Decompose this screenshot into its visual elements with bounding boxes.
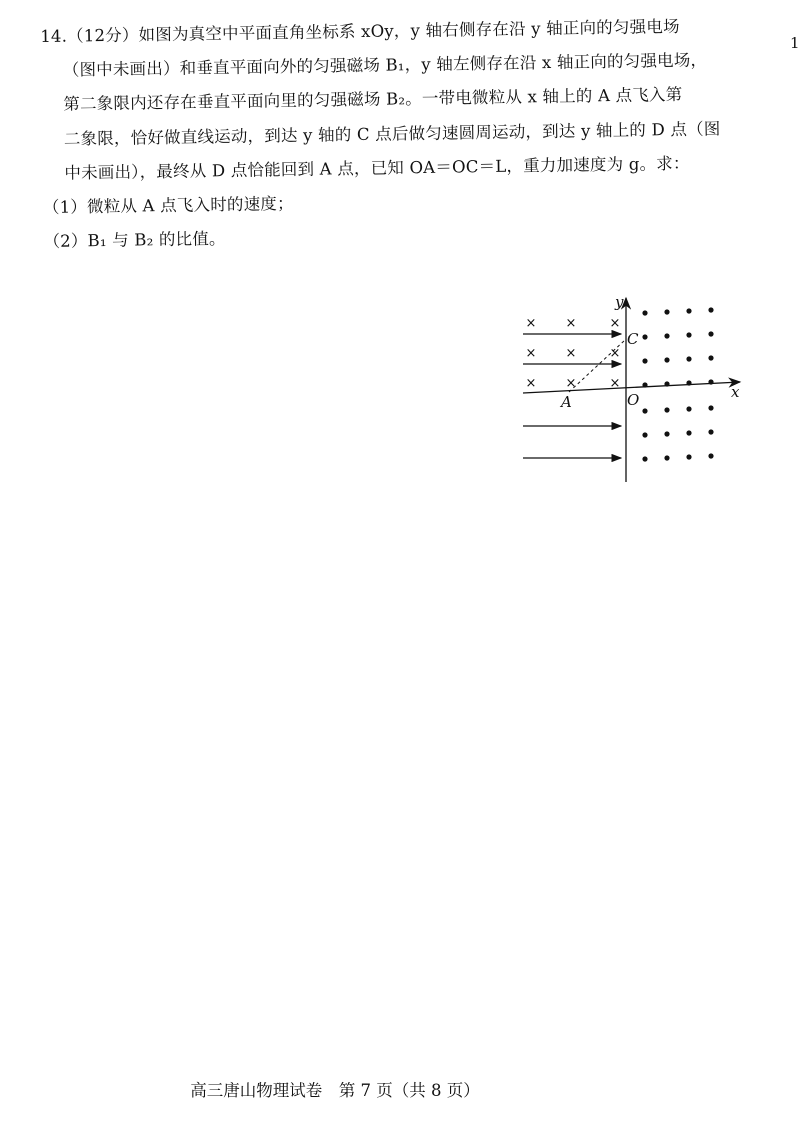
question-line-2: （图中未画出）和垂直平面向外的匀强磁场 B₁，y 轴左侧存在沿 x 轴正向的匀强电场，: [62, 50, 708, 80]
out-of-page-dot: [664, 309, 669, 314]
out-of-page-dot: [708, 331, 713, 336]
out-of-page-dot: [708, 453, 713, 458]
point-c-label: C: [627, 330, 639, 348]
out-of-page-dot: [664, 455, 669, 460]
out-of-page-dot: [708, 307, 713, 312]
question-line-4: 二象限，恰好做直线运动，到达 y 轴的 C 点后做匀速圆周运动，到达 y 轴上的 D 点（图: [63, 118, 721, 149]
out-of-page-dot: [708, 429, 713, 434]
into-page-mark: ×: [565, 346, 577, 361]
into-page-mark: ×: [609, 346, 621, 361]
origin-label: O: [627, 391, 640, 409]
out-of-page-dot: [642, 382, 647, 387]
out-of-page-dot: [708, 379, 713, 384]
point-a-label: A: [561, 393, 572, 411]
into-page-mark: ×: [525, 346, 537, 361]
page-footer: 高三唐山物理试卷 第 7 页（共 8 页）: [190, 1081, 480, 1100]
out-of-page-dot: [642, 358, 647, 363]
out-of-page-dot: [664, 431, 669, 436]
out-of-page-dot: [664, 381, 669, 386]
out-of-page-dot: [686, 308, 691, 313]
out-of-page-dot: [708, 355, 713, 360]
field-diagram: [505, 290, 760, 490]
into-page-mark: ×: [609, 376, 621, 391]
into-page-mark: ×: [609, 316, 621, 331]
into-page-mark: ×: [565, 316, 577, 331]
out-of-page-dot: [708, 405, 713, 410]
out-of-page-dot: [642, 456, 647, 461]
sub-question-1: （1）微粒从 A 点飞入时的速度；: [42, 194, 294, 217]
question-line-5: 中未画出），最终从 D 点恰能回到 A 点，已知 OA＝OC＝L，重力加速度为 g。求：: [64, 153, 690, 183]
y-axis-label: y: [615, 293, 624, 311]
out-of-page-dot: [642, 408, 647, 413]
out-of-page-dot: [664, 333, 669, 338]
page-number: 1: [790, 34, 800, 52]
out-of-page-dot: [664, 357, 669, 362]
out-of-page-dot: [686, 380, 691, 385]
out-of-page-dot: [686, 406, 691, 411]
into-page-mark: ×: [525, 316, 537, 331]
out-of-page-dot: [686, 430, 691, 435]
into-page-mark: ×: [565, 376, 577, 391]
out-of-page-dot: [642, 310, 647, 315]
out-of-page-dot: [642, 432, 647, 437]
out-of-page-dot: [642, 334, 647, 339]
out-of-page-dot: [686, 454, 691, 459]
field-diagram-svg: [505, 290, 760, 490]
question-14: [40, 9, 744, 259]
x-axis-label: x: [731, 383, 740, 401]
question-line-1: 14.（12分）如图为真空中平面直角坐标系 xOy，y 轴右侧存在沿 y 轴正向的匀强电场: [40, 16, 680, 46]
out-of-page-dot: [686, 332, 691, 337]
into-page-mark: ×: [525, 376, 537, 391]
out-of-page-dot: [686, 356, 691, 361]
question-line-3: 第二象限内还存在垂直平面向里的匀强磁场 B₂。一带电微粒从 x 轴上的 A 点飞入第: [63, 85, 683, 115]
sub-question-2: （2）B₁ 与 B₂ 的比值。: [43, 229, 226, 252]
out-of-page-dot: [664, 407, 669, 412]
